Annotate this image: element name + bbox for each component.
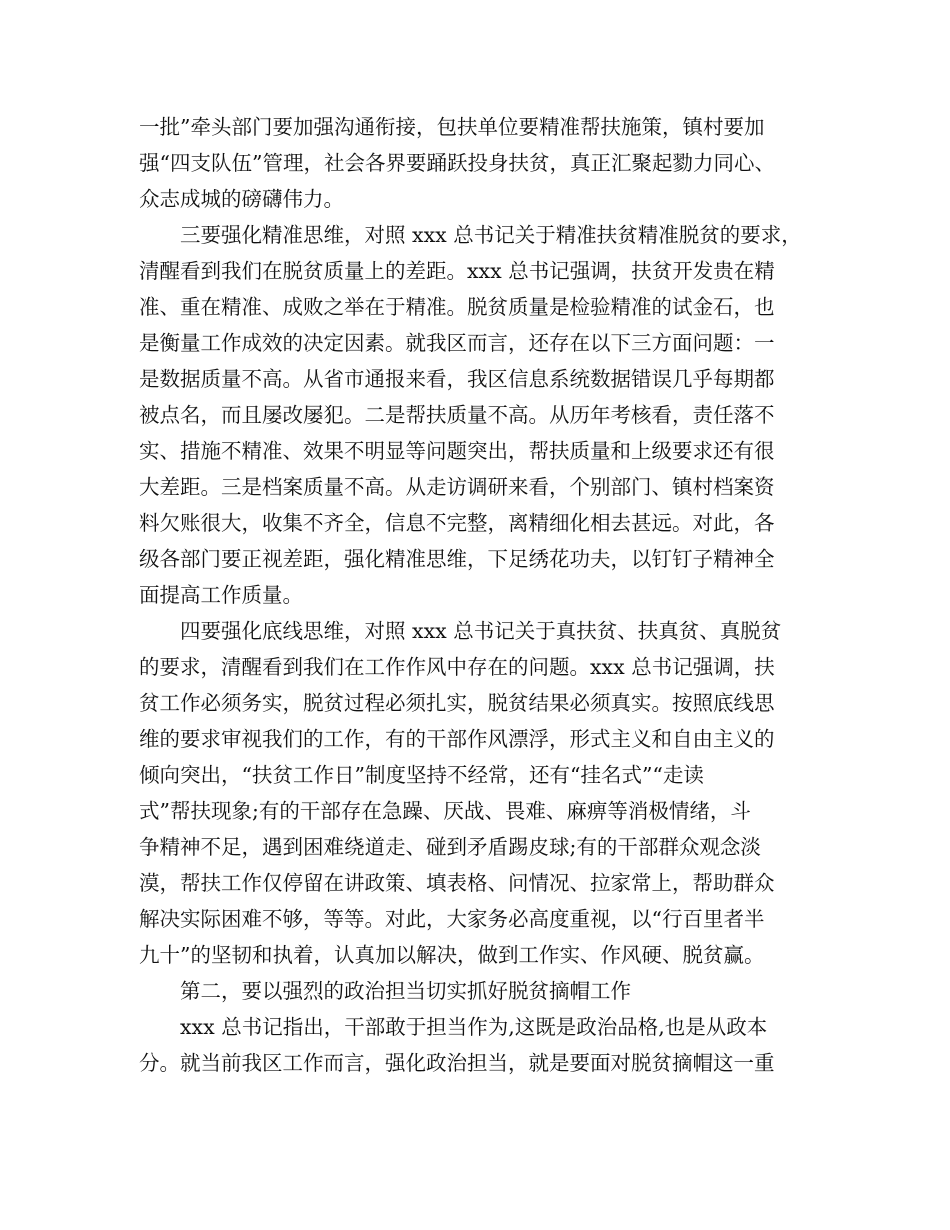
text-line: 清醒看到我们在脱贫质量上的差距。xxx 总书记强调，扶贫开发贵在精 [139, 259, 775, 283]
text-line: 强“四支队伍”管理，社会各界要踊跃投身扶贫，真正汇聚起勠力同心、 [139, 151, 775, 175]
text-line: 漠，帮扶工作仅停留在讲政策、填表格、问情况、拉家常上，帮助群众 [139, 871, 775, 895]
text-line: 解决实际困难不够，等等。对此，大家务必高度重视，以“行百里者半 [139, 907, 765, 931]
text-line: 被点名，而且屡改屡犯。二是帮扶质量不高。从历年考核看，责任落不 [139, 403, 775, 427]
text-line: 式”帮扶现象;有的干部存在急躁、厌战、畏难、麻痹等消极情绪，斗 [139, 799, 751, 823]
section-heading: 第二，要以强烈的政治担当切实抓好脱贫摘帽工作 [139, 979, 631, 1003]
text-line: 料欠账很大，收集不齐全，信息不完整，离精细化相去甚远。对此，各 [139, 511, 775, 535]
text-line: xxx 总书记指出，干部敢于担当作为,这既是政治品格,也是从政本 [139, 1015, 768, 1039]
text-line: 贫工作必须务实，脱贫过程必须扎实，脱贫结果必须真实。按照底线思 [139, 691, 775, 715]
text-line: 众志成城的磅礴伟力。 [139, 187, 344, 211]
text-line: 分。就当前我区工作而言，强化政治担当，就是要面对脱贫摘帽这一重 [139, 1051, 775, 1075]
text-line: 的要求，清醒看到我们在工作作风中存在的问题。xxx 总书记强调，扶 [139, 655, 775, 679]
text-line: 是衡量工作成效的决定因素。就我区而言，还存在以下三方面问题：一 [139, 331, 775, 355]
text-line: 四要强化底线思维，对照 xxx 总书记关于真扶贫、扶真贫、真脱贫 [139, 619, 782, 643]
text-line: 维的要求审视我们的工作，有的干部作风漂浮，形式主义和自由主义的 [139, 727, 775, 751]
text-line: 准、重在精准、成败之举在于精准。脱贫质量是检验精准的试金石，也 [139, 295, 775, 319]
text-line: 实、措施不精准、效果不明显等问题突出，帮扶质量和上级要求还有很 [139, 439, 775, 463]
text-line: 级各部门要正视差距，强化精准思维，下足绣花功夫，以钉钉子精神全 [139, 547, 775, 571]
text-line: 大差距。三是档案质量不高。从走访调研来看，个别部门、镇村档案资 [139, 475, 775, 499]
text-line: 三要强化精准思维，对照 xxx 总书记关于精准扶贫精准脱贫的要求， [139, 223, 802, 247]
text-line: 是数据质量不高。从省市通报来看，我区信息系统数据错误几乎每期都 [139, 367, 775, 391]
text-line: 一批”牵头部门要加强沟通衔接，包扶单位要精准帮扶施策，镇村要加 [139, 115, 765, 139]
text-line: 面提高工作质量。 [139, 583, 303, 607]
text-line: 倾向突出，“扶贫工作日”制度坚持不经常，还有“挂名式”“走读 [139, 763, 704, 787]
text-line: 争精神不足，遇到困难绕道走、碰到矛盾踢皮球;有的干部群众观念淡 [139, 835, 761, 859]
text-line: 九十”的坚韧和执着，认真加以解决，做到工作实、作风硬、脱贫赢。 [139, 943, 765, 967]
